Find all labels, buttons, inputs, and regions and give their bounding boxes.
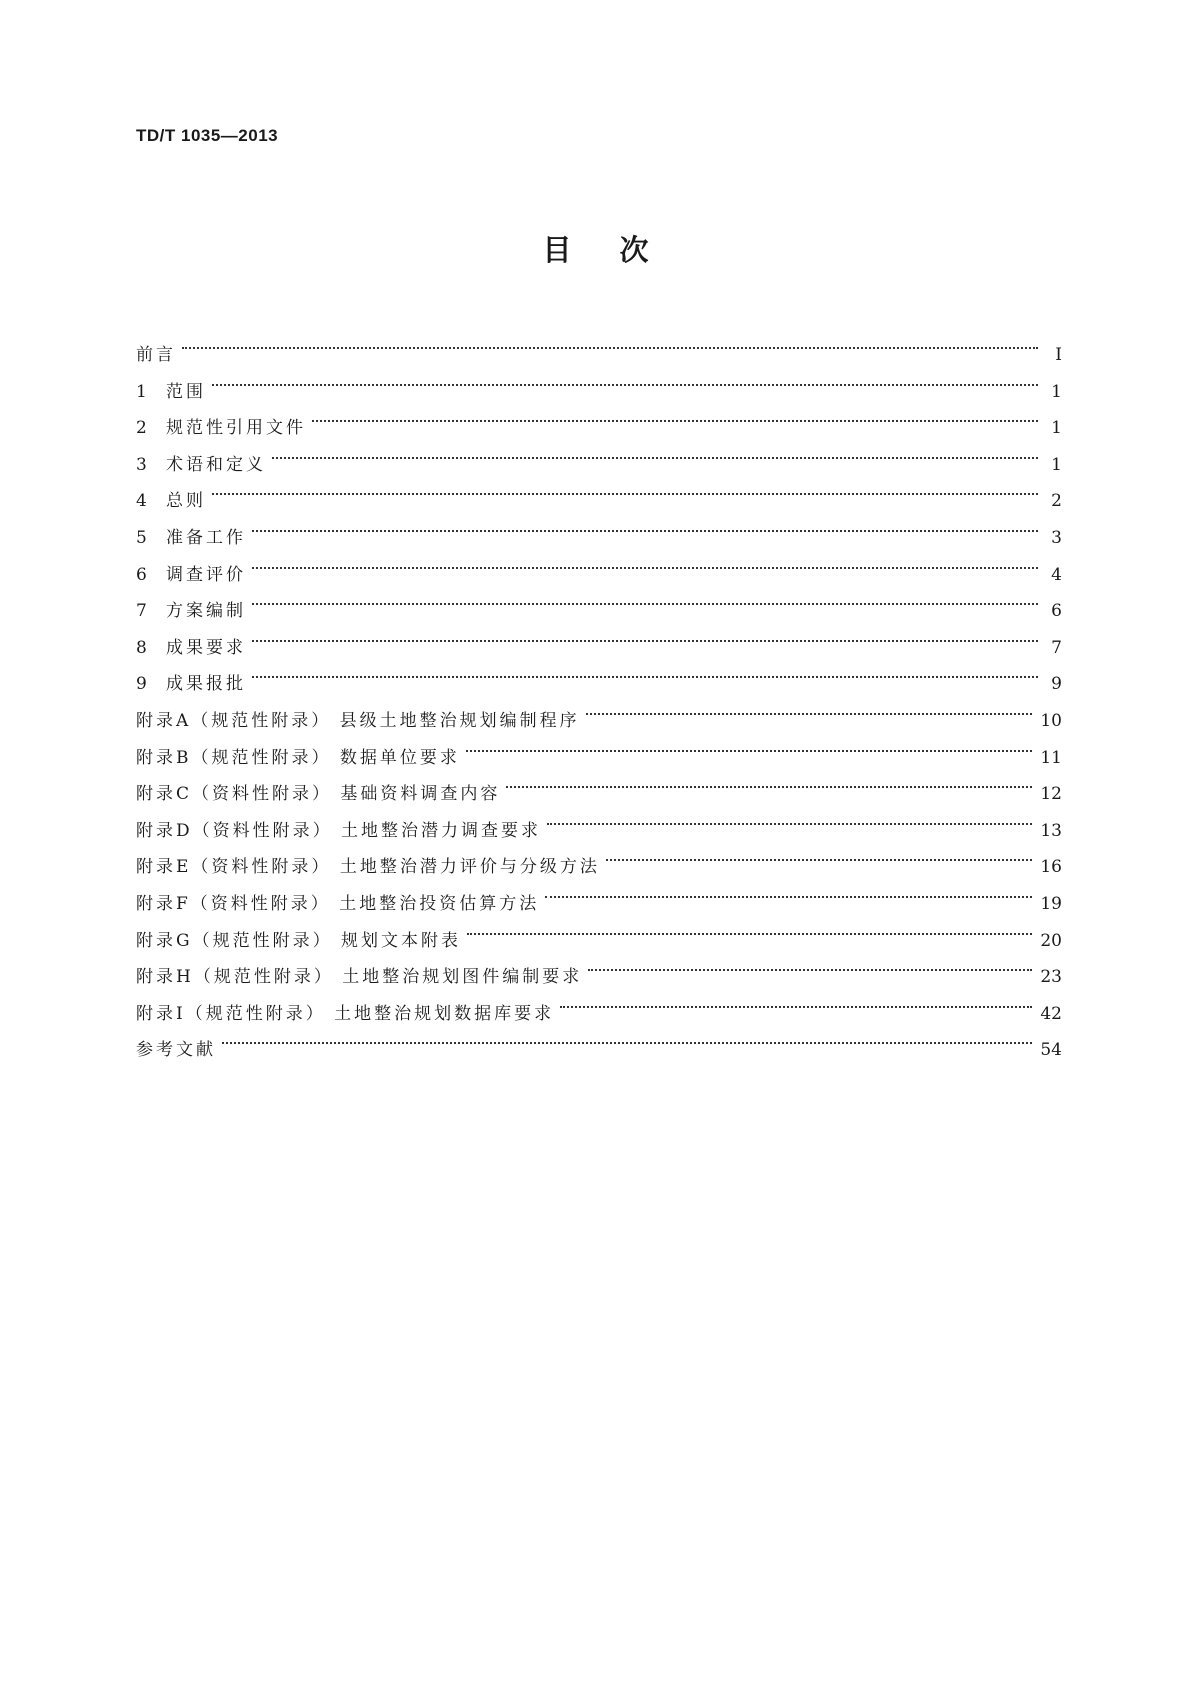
toc-label: 术语和定义: [166, 454, 266, 475]
toc-section-number: 9: [136, 674, 147, 695]
toc-leader-dots: [606, 836, 1033, 872]
toc-label: 附录H（规范性附录） 土地整治规划图件编制要求: [136, 967, 583, 988]
toc-leader-dots: [252, 653, 1038, 689]
toc-entry-appendix-a[interactable]: [136, 690, 1062, 731]
toc-page-number: 20: [1040, 930, 1062, 951]
toc-section-number: 4: [136, 491, 147, 512]
toc-page-number: 2: [1051, 491, 1062, 512]
toc-leader-dots: [252, 580, 1038, 616]
toc-label: 准备工作: [166, 527, 246, 548]
toc-entry-8[interactable]: [136, 617, 1062, 658]
toc-leader-dots: [467, 910, 1032, 946]
toc-leader-dots: [545, 873, 1032, 909]
toc-label: 成果要求: [166, 637, 246, 658]
toc-page-number: 4: [1051, 564, 1062, 585]
toc-entry-7[interactable]: [136, 580, 1062, 622]
toc-leader-dots: [560, 983, 1032, 1019]
toc-section-number: 5: [136, 527, 147, 548]
toc-label: 附录C（资料性附录） 基础资料调查内容: [136, 784, 501, 805]
toc-entry-9[interactable]: [136, 653, 1062, 695]
toc-leader-dots: [252, 544, 1038, 580]
toc-entry-5[interactable]: [136, 507, 1062, 548]
toc-page-number: 1: [1051, 418, 1062, 439]
toc-entry-references[interactable]: [136, 1019, 1062, 1061]
toc-label: 附录G（规范性附录） 规划文本附表: [136, 930, 461, 951]
toc-label: 方案编制: [166, 601, 246, 622]
toc-entry-6[interactable]: [136, 544, 1062, 585]
standard-code: TD/T 1035—2013: [136, 126, 279, 145]
toc-page-number: 12: [1040, 784, 1062, 805]
toc-label: 调查评价: [166, 564, 246, 585]
toc-entry-1[interactable]: [136, 361, 1062, 402]
toc-leader-dots: [212, 470, 1038, 506]
toc-leader-dots: [506, 763, 1032, 799]
toc-leader-dots: [586, 690, 1033, 726]
toc-label: 附录A（规范性附录） 县级土地整治规划编制程序: [136, 710, 580, 731]
toc-entry-2[interactable]: [136, 397, 1062, 439]
toc-page-number: 23: [1040, 967, 1062, 988]
toc-leader-dots: [588, 946, 1032, 982]
toc-label: 范围: [166, 381, 206, 402]
toc-label: 附录I（规范性附录） 土地整治规划数据库要求: [136, 1003, 555, 1024]
toc-entry-3[interactable]: [136, 434, 1062, 475]
toc-page-number: 1: [1051, 454, 1062, 475]
toc-label: 附录E（资料性附录） 土地整治潜力评价与分级方法: [136, 857, 600, 878]
toc-leader-dots: [547, 800, 1032, 836]
toc-leader-dots: [252, 617, 1038, 653]
toc-leader-dots: [212, 361, 1038, 397]
toc-page-number: 3: [1051, 527, 1062, 548]
toc-section-number: 8: [136, 637, 147, 658]
toc-page-number: 42: [1040, 1003, 1062, 1024]
toc-section-number: 1: [136, 381, 147, 402]
table-of-contents: [136, 324, 1062, 1061]
toc-leader-dots: [222, 1019, 1032, 1055]
toc-leader-dots: [272, 434, 1038, 470]
toc-label: 成果报批: [166, 674, 246, 695]
toc-label: 规范性引用文件: [166, 418, 306, 439]
toc-leader-dots: [312, 397, 1038, 433]
toc-label: 参考文献: [136, 1040, 216, 1061]
toc-entry-4[interactable]: [136, 470, 1062, 512]
toc-page-number: 54: [1040, 1040, 1062, 1061]
toc-label: 附录D（资料性附录） 土地整治潜力调查要求: [136, 820, 542, 841]
toc-page-number: 7: [1051, 637, 1062, 658]
toc-leader-dots: [466, 727, 1032, 763]
toc-label: 附录B（规范性附录） 数据单位要求: [136, 747, 460, 768]
toc-page-number: 11: [1040, 747, 1062, 768]
toc-section-number: 2: [136, 418, 147, 439]
toc-leader-dots: [252, 507, 1038, 543]
toc-section-number: 7: [136, 601, 147, 622]
toc-page-number: 13: [1040, 820, 1062, 841]
toc-page-number: 10: [1040, 710, 1062, 731]
toc-section-number: 3: [136, 454, 147, 475]
toc-page-number: 9: [1051, 674, 1062, 695]
toc-page-number: 6: [1051, 601, 1062, 622]
toc-label: 附录F（资料性附录） 土地整治投资估算方法: [136, 893, 540, 914]
toc-leader-dots: [182, 324, 1038, 360]
toc-section-number: 6: [136, 564, 147, 585]
toc-page-number: Ⅰ: [1055, 345, 1062, 365]
page-title: 目次: [542, 233, 697, 267]
toc-label: 总则: [166, 491, 206, 512]
toc-entry-foreword[interactable]: [136, 324, 1062, 365]
toc-page-number: 1: [1051, 381, 1062, 402]
toc-label: 前言: [136, 345, 176, 365]
toc-page-number: 19: [1040, 893, 1062, 914]
toc-page-number: 16: [1040, 857, 1062, 878]
